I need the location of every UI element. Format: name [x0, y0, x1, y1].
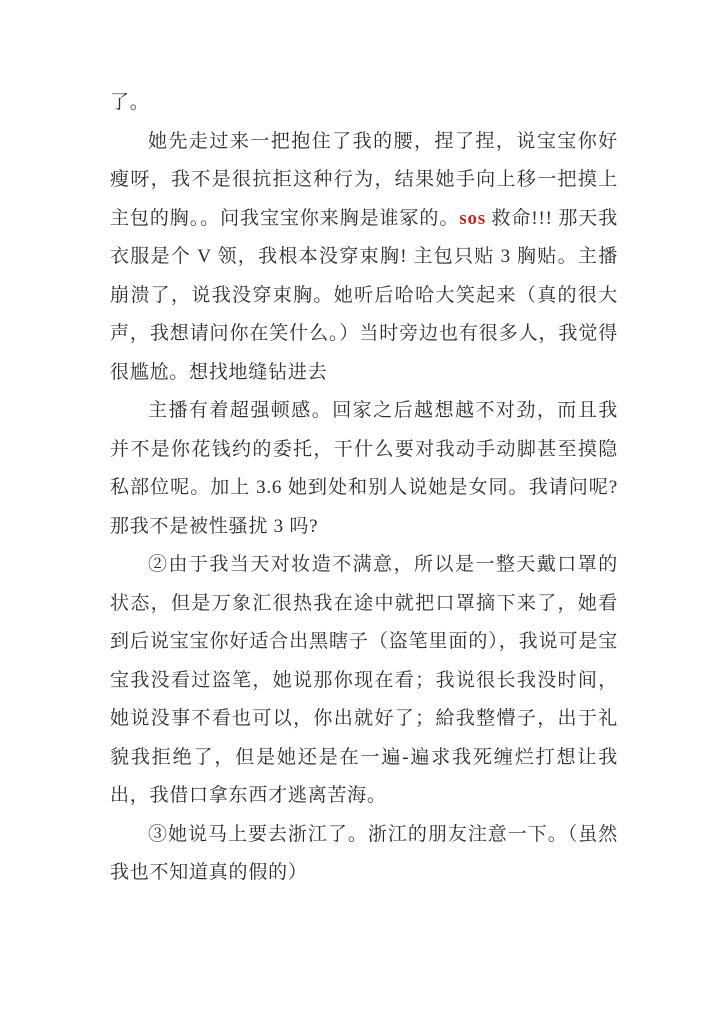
text-run: ②由于我当天对妆造不满意，所以是一整天戴口罩的状态，但是万象汇很热我在途中就把口罩摘下来了，她看到后说宝宝你好适合出黑瞎子（盗笔里面的），我说可是宝宝我没看过盗笔，她说那你现在看；我说很长我没时间，她说没事不看也可以，你出就好了；給我整懵子，出于礼貌我拒绝了，但是她还是在一遍-遍求我死缠烂打想让我出，我借口拿东西才逃离苦海。 [110, 554, 618, 806]
highlighted-text: sos [459, 207, 486, 229]
text-run: 她先走过来一把抱住了我的腰，捏了捏，说宝宝你好瘦呀，我不是很抗拒这种行为，结果她手向上移一把摸上主包的胸。。问我宝宝你来胸是谁冢的。 [110, 130, 618, 229]
text-run: ③她说马上要去浙江了。浙江的朋友注意一下。（虽然我也不知道真的假的） [110, 823, 618, 883]
paragraph [110, 816, 618, 893]
paragraph [110, 84, 618, 123]
text-run: 主播有着超强顿感。回家之后越想越不对劲，而且我并不是你花钱约的委托，干什么要对我动手动脚甚至摸隐私部位呢。加上 3.6 她到处和别人说她是女同。我请问呢? 那我不是被性骚扰 3 吗? [110, 400, 618, 537]
text-run: 救命!!! 那天我衣服是个 V 领，我根本没穿束胸! 主包只贴 3 胸贴。主播崩溃了，说我没穿束胸。她听后哈哈大笑起来（真的很大声，我想请问你在笑什么。）当时旁边也有很多人，我觉得很尴尬。想找地缝钻进去 [110, 207, 618, 383]
paragraph [110, 546, 618, 816]
paragraph [110, 123, 618, 393]
paragraph [110, 392, 618, 546]
text-run: 了。 [110, 92, 150, 113]
